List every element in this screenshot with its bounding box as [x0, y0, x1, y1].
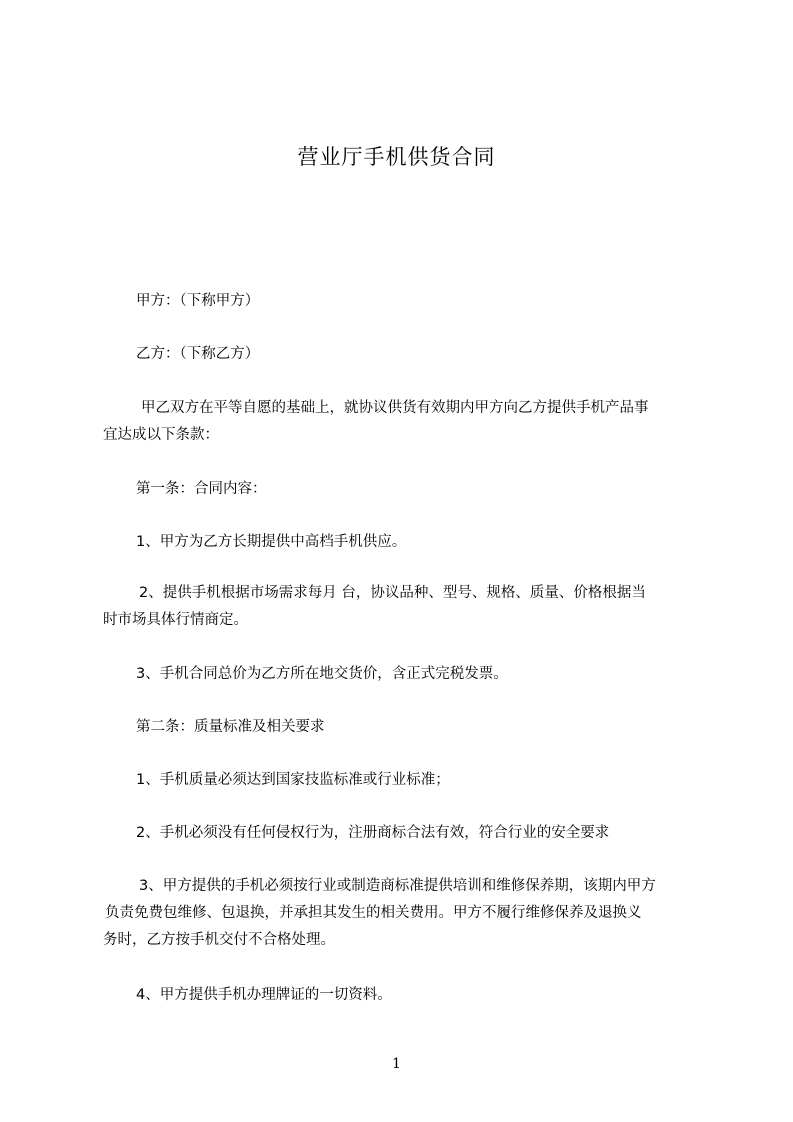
article-2-item-4: 4、甲方提供手机办理牌证的一切资料。 [136, 987, 392, 1003]
article-2-heading: 第二条：质量标准及相关要求 [136, 719, 325, 735]
article-1-item-2-line-1: 2、提供手机根据市场需求每月 台，协议品种、型号、规格、质量、价格根据当 [139, 585, 646, 601]
article-1-item-2-line-2: 时市场具体行情商定。 [103, 612, 248, 628]
document-title: 营业厅手机供货合同 [297, 145, 496, 169]
preamble-line-1: 甲乙双方在平等自愿的基础上，就协议供货有效期内甲方向乙方提供手机产品事 [141, 400, 649, 416]
article-1-item-1: 1、甲方为乙方长期提供中高档手机供应。 [136, 534, 407, 550]
article-2-item-2: 2、手机必须没有任何侵权行为，注册商标合法有效，符合行业的安全要求 [136, 825, 610, 841]
preamble-paragraph [103, 395, 703, 449]
party-b-line: 乙方：（下称乙方） [136, 346, 260, 362]
article-2-item-3-line-1: 3、甲方提供的手机必须按行业或制造商标准提供培训和维修保养期，该期内甲方 [139, 878, 656, 894]
party-a-line: 甲方：（下称甲方） [136, 293, 260, 309]
article-2-item-3-line-3: 务时，乙方按手机交付不合格处理。 [103, 932, 335, 948]
article-1-item-2 [103, 580, 703, 634]
preamble-line-2: 宜达成以下条款： [103, 427, 219, 443]
article-1-item-3: 3、手机合同总价为乙方所在地交货价，含正式完税发票。 [136, 666, 508, 682]
page-number: 1 [392, 1056, 401, 1072]
article-2-item-3 [103, 873, 703, 954]
article-2-item-1: 1、手机质量必须达到国家技监标准或行业标准； [136, 772, 450, 788]
article-2-item-3-line-2: 负责免费包维修、包退换，并承担其发生的相关费用。甲方不履行维修保养及退换义 [105, 905, 642, 921]
article-1-heading: 第一条：合同内容： [136, 481, 267, 497]
